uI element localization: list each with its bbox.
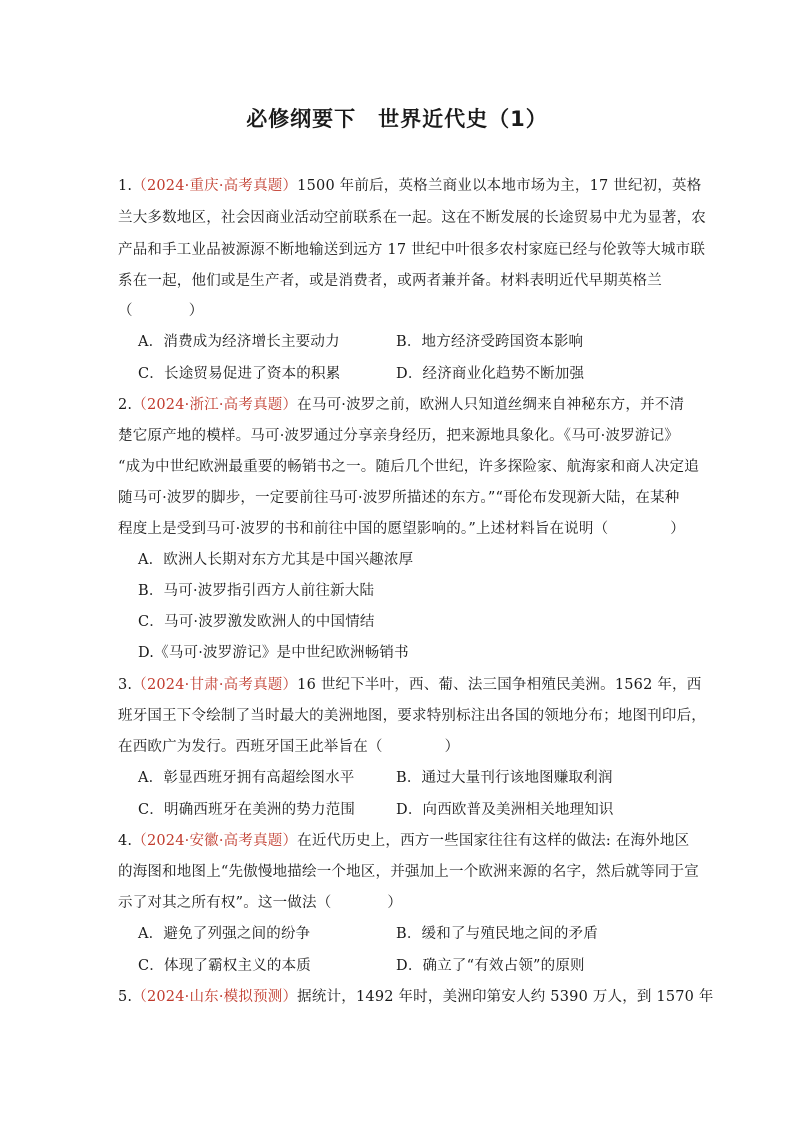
question-2-line-3: “成为中世纪欧洲最重要的畅销书之一。随后几个世纪，许多探险家、航海家和商人决定追	[118, 459, 699, 475]
question-3-line-1: 3.（2024·甘肃·高考真题）16 世纪下半叶，西、葡、法三国争相殖民美洲。1562 年，西	[118, 677, 702, 693]
option-b: B．地方经济受跨国资本影响	[396, 334, 584, 350]
option-c: C．明确西班牙在美洲的势力范围	[138, 802, 356, 818]
question-source: （2024·重庆·高考真题）	[132, 178, 298, 194]
option-a: A．欧洲人长期对东方尤其是中国兴趣浓厚	[138, 552, 414, 568]
option-d: D.《马可·波罗游记》是中世纪欧洲畅销书	[138, 645, 409, 661]
question-source: （2024·山东·模拟预测）	[132, 989, 298, 1005]
option-c: C．马可·波罗激发欧洲人的中国情结	[138, 614, 375, 630]
question-source: （2024·甘肃·高考真题）	[132, 677, 298, 693]
question-2-line-1: 2.（2024·浙江·高考真题）在马可·波罗之前，欧洲人只知道丝绸来自神秘东方，并不清	[118, 397, 685, 413]
page-title: 必修纲要下 世界近代史（1）	[246, 107, 548, 131]
question-5-line-1: 5.（2024·山东·模拟预测）据统计，1492 年时，美洲印第安人约 5390 万人，到 1570 年	[118, 989, 714, 1005]
option-a: A．避免了列强之间的纷争	[138, 926, 311, 942]
option-b: B．缓和了与殖民地之间的矛盾	[396, 926, 598, 942]
question-number: 3.	[118, 677, 133, 693]
question-2-line-2: 楚它原产地的模样。马可·波罗通过分享亲身经历，把来源地具象化。《马可·波罗游记》	[118, 428, 679, 444]
question-4-line-2: 的海图和地图上“先傲慢地描绘一个地区，并强加上一个欧洲来源的名字，然后就等同于宣	[118, 864, 699, 880]
question-2-line-5: 程度上是受到马可·波罗的书和前往中国的愿望影响的。”上述材料旨在说明（ ）	[118, 521, 685, 537]
question-number: 1.	[118, 178, 133, 194]
question-number: 2.	[118, 397, 133, 413]
question-source: （2024·安徽·高考真题）	[132, 833, 298, 849]
option-b: B．马可·波罗指引西方人前往新大陆	[138, 583, 375, 599]
question-2-line-4: 随马可·波罗的脚步，一定要前往马可·波罗所描述的东方。”“哥伦布发现新大陆，在某种	[118, 490, 680, 506]
option-b: B．通过大量刊行该地图赚取利润	[396, 770, 613, 786]
question-number: 5.	[118, 989, 133, 1005]
answer-paren: （ ）	[118, 303, 204, 319]
question-3-line-2: 班牙国王下令绘制了当时最大的美洲地图，要求特别标注出各国的领地分布；地图刊印后，	[118, 708, 706, 724]
option-c: C．长途贸易促进了资本的积累	[138, 366, 341, 382]
question-4-line-3: 示了对其之所有权”。这一做法（ ）	[118, 895, 403, 911]
question-3-line-3: 在西欧广为发行。西班牙国王此举旨在（ ）	[118, 739, 460, 755]
question-number: 4.	[118, 833, 133, 849]
question-1-line-3: 产品和手工业品被源源不断地输送到远方 17 世纪中叶很多农村家庭已经与伦敦等大城市联	[118, 242, 706, 258]
option-d: D．确立了“有效占领”的原则	[396, 958, 585, 974]
question-source: （2024·浙江·高考真题）	[132, 397, 298, 413]
option-d: D．向西欧普及美洲相关地理知识	[396, 802, 614, 818]
question-1-line-1: 1.（2024·重庆·高考真题）1500 年前后，英格兰商业以本地市场为主，17 世纪初，英格	[118, 178, 702, 194]
question-1-line-2: 兰大多数地区，社会因商业活动空前联系在一起。这在不断发展的长途贸易中尤为显著，农	[118, 210, 706, 226]
option-d: D．经济商业化趋势不断加强	[396, 366, 585, 382]
option-a: A．彰显西班牙拥有高超绘图水平	[138, 770, 355, 786]
question-4-line-1: 4.（2024·安徽·高考真题）在近代历史上，西方一些国家往往有这样的做法: 在海外地区	[118, 833, 690, 849]
option-a: A．消费成为经济增长主要动力	[138, 334, 340, 350]
option-c: C．体现了霸权主义的本质	[138, 958, 311, 974]
question-1-line-4: 系在一起，他们或是生产者，或是消费者，或两者兼并备。材料表明近代早期英格兰	[118, 273, 662, 289]
